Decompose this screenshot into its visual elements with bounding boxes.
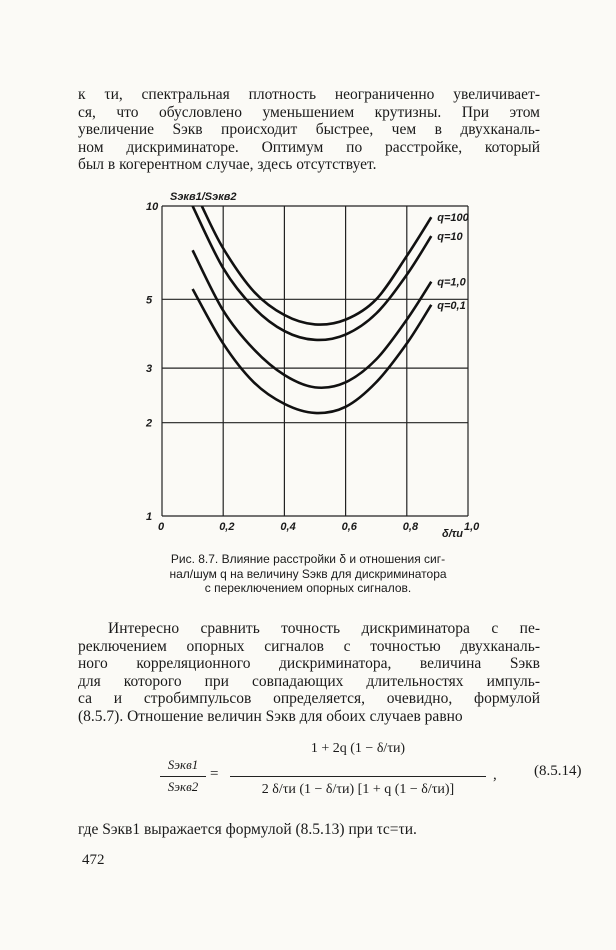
series-label: q=100: [437, 212, 469, 225]
series-label: q=1,0: [437, 276, 466, 289]
equation-lhs-numerator: Sэкв1: [167, 757, 199, 772]
paragraph-2: [78, 620, 540, 725]
text-line: для которого при совпадающих длительностях импуль-: [78, 672, 540, 690]
caption-line: Рис. 8.7. Влияние расстройки δ и отношения сиг-: [170, 552, 446, 566]
equation-comma: ,: [493, 767, 497, 783]
text-line: увеличение Sэкв происходит быстрее, чем в двухканаль-: [78, 121, 540, 138]
x-tick-label: 0,2: [219, 521, 235, 533]
x-axis-label: δ/τи: [442, 528, 463, 540]
text-line: был в когерентном случае, здесь отсутствует.: [78, 156, 377, 173]
text-line: ного корреляционного дискриминатора, величина Sэкв: [78, 655, 540, 672]
caption-line: с переключением опорных сигналов.: [204, 581, 412, 595]
equals-sign: =: [210, 766, 219, 782]
y-tick-label: 5: [146, 294, 153, 307]
equation-number: (8.5.14): [534, 763, 582, 779]
text-line: ном дискриминаторе. Оптимум по расстройке, который: [78, 138, 540, 156]
x-tick-label: 1,0: [464, 521, 480, 533]
caption-line: нал/шум q на величину Sэкв для дискриминатора: [169, 566, 447, 581]
series-line-q-1-0: [193, 250, 432, 388]
text-line: реключением опорных сигналов с точностью двухканаль-: [78, 637, 540, 655]
text-line: ся, что обусловлено уменьшением крутизны. При этом: [78, 103, 540, 121]
fraction-bar: [160, 776, 206, 777]
y-tick-label: 10: [146, 201, 159, 213]
equation-lhs-denominator: Sэкв2: [167, 779, 199, 794]
fraction-bar: [230, 776, 486, 777]
y-tick-label: 2: [146, 417, 153, 430]
page-number: 472: [82, 852, 105, 868]
equation: [150, 735, 582, 815]
chart-curves: [193, 206, 432, 413]
equation-denominator: 2 δ/τи (1 − δ/τи) [1 + q (1 − δ/τи)]: [261, 782, 455, 797]
y-axis-label: Sэкв1/Sэкв2: [170, 191, 237, 203]
figure-caption: [108, 552, 508, 596]
series-label: q=0,1: [437, 299, 466, 312]
y-tick-label: 1: [146, 511, 153, 523]
chart-legend: [437, 212, 469, 312]
x-tick-label: 0,6: [341, 521, 357, 533]
text-line: са и стробимпульсов определяется, очевидно, формулой: [78, 690, 540, 707]
chart: [140, 182, 480, 542]
equation-numerator: 1 + 2q (1 − δ/τи): [310, 741, 406, 756]
chart-ticks: [145, 201, 480, 533]
series-line-q-100: [202, 206, 432, 325]
x-tick-label: 0,8: [402, 521, 419, 533]
paragraph-3: [78, 821, 540, 839]
x-tick-label: 0,4: [280, 521, 296, 533]
text-line: где Sэкв1 выражается формулой (8.5.13) при τс=τи.: [78, 821, 417, 838]
y-tick-label: 3: [146, 363, 153, 376]
text-line: к τи, спектральная плотность неограниченно увеличивает-: [78, 86, 540, 103]
series-label: q=10: [437, 231, 463, 244]
series-line-q-0-1: [193, 289, 432, 413]
x-tick-label: 0: [158, 521, 165, 533]
paragraph-1: [78, 86, 540, 174]
text-line: Интересно сравнить точность дискриминатора с пе-: [108, 620, 540, 637]
text-line: (8.5.7). Отношение величин Sэкв для обоих случаев равно: [78, 707, 463, 725]
